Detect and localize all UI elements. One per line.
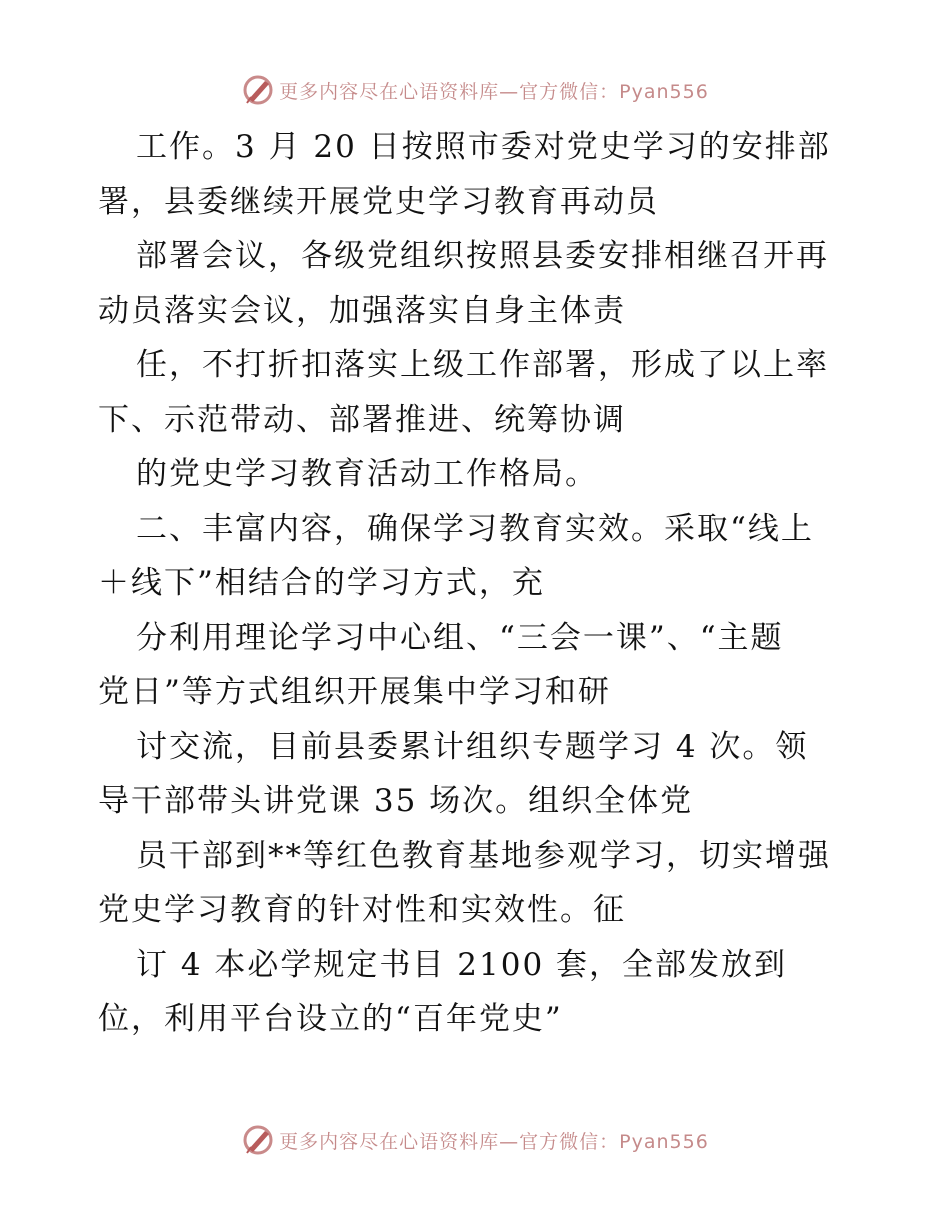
- pen-logo-icon: [241, 73, 275, 107]
- footer-watermark-banner: [0, 1120, 950, 1160]
- text-line: 订 4 本必学规定书目 2100 套，全部发放到: [136, 946, 788, 983]
- text-line: 部署会议，各级党组织按照县委安排相继召开再: [136, 238, 829, 274]
- text-line: ＋线下”相结合的学习方式，充: [98, 565, 545, 601]
- text-line: 动员落实会议，加强落实自身主体责: [98, 292, 626, 329]
- header-watermark-banner: [0, 70, 950, 110]
- document-body: [98, 120, 858, 1047]
- text-line: 下、示范带动、部署推进、统筹协调: [98, 401, 626, 438]
- text-line: 二、丰富内容，确保学习教育实效。采取“线上: [136, 510, 814, 547]
- text-line: 导干部带头讲党课 35 场次。组织全体党: [98, 783, 694, 819]
- text-line: 工作。3 月 20 日按照市委对党史学习的安排部: [136, 129, 831, 165]
- text-line: 党日”等方式组织开展集中学习和研: [98, 674, 611, 710]
- text-line: 任，不打折扣落实上级工作部署，形成了以上率: [136, 347, 829, 383]
- text-line: 分利用理论学习中心组、“三会一课”、“主题: [136, 619, 784, 656]
- footer-banner-text: 更多内容尽在心语资料库—官方微信：Pyan556: [279, 1130, 709, 1153]
- text-line: 署，县委继续开展党史学习教育再动员: [98, 183, 659, 220]
- text-line: 的党史学习教育活动工作格局。: [136, 456, 598, 492]
- text-line: 讨交流，目前县委累计组织专题学习 4 次。领: [136, 728, 809, 765]
- header-banner-text: 更多内容尽在心语资料库—官方微信：Pyan556: [279, 80, 709, 103]
- text-line: 员干部到**等红色教育基地参观学习，切实增强: [136, 837, 831, 874]
- text-line: 位，利用平台设立的“百年党史”: [98, 1001, 563, 1037]
- text-line: 党史学习教育的针对性和实效性。征: [98, 892, 626, 928]
- pen-logo-icon: [241, 1123, 275, 1157]
